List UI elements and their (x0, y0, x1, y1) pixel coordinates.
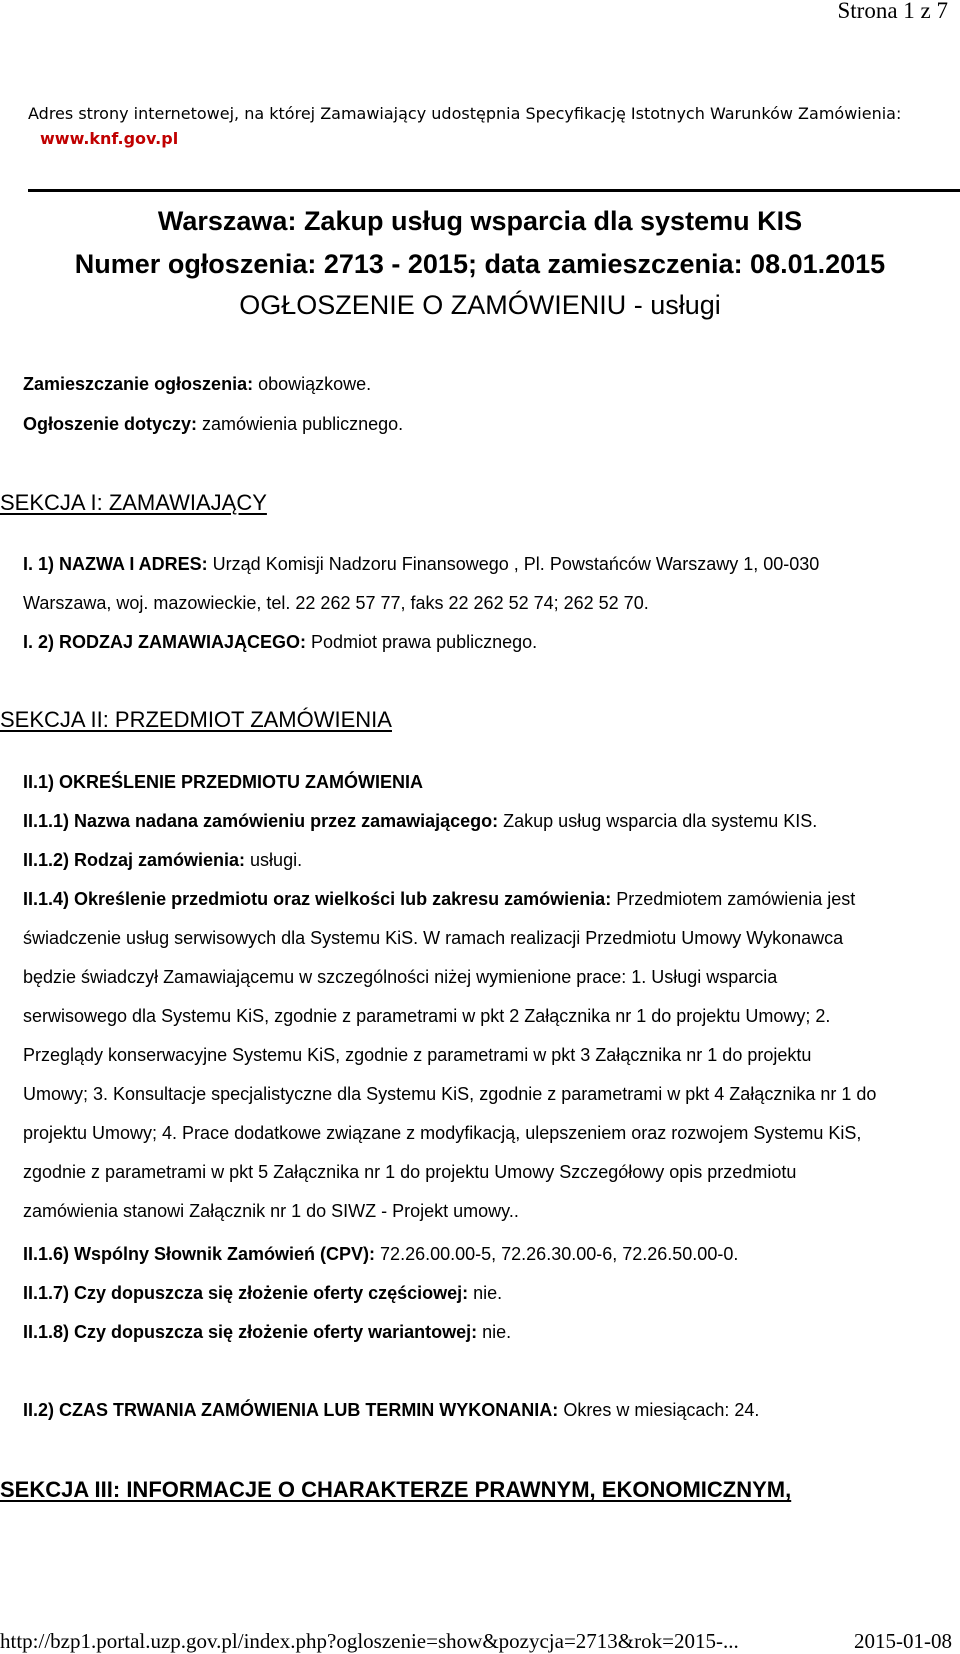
duration-value: Okres w miesiącach: 24. (558, 1400, 760, 1420)
section-3-heading: SEKCJA III: INFORMACJE O CHARAKTERZE PRAWNYM, EKONOMICZNYM, (0, 1477, 792, 1502)
order-kind-label: II.1.2) Rodzaj zamówienia: (23, 850, 246, 870)
horizontal-rule (28, 189, 960, 192)
order-scope-line: serwisowego dla Systemu KiS, zgodnie z parametrami w pkt 2 Załącznika nr 1 do projektu Umowy; 2. (23, 1006, 831, 1026)
order-scope-line: projektu Umowy; 4. Prace dodatkowe związane z modyfikacją, ulepszeniem oraz rozwojem Systemu KiS, (23, 1123, 862, 1143)
notice-number-date: Numer ogłoszenia: 2713 - 2015; data zamieszczenia: 08.01.2015 (74, 249, 886, 279)
order-scope-label: II.1.4) Określenie przedmiotu oraz wielkości lub zakresu zamówienia: (23, 889, 612, 909)
authority-type-value: Podmiot prawa publicznego. (306, 632, 538, 652)
authority-name-value: Urząd Komisji Nadzoru Finansowego , Pl. Powstańców Warszawy 1, 00-030 (207, 554, 820, 574)
posting-label: Zamieszczanie ogłoszenia: (23, 374, 254, 394)
section-2-heading: SEKCJA II: PRZEDMIOT ZAMÓWIENIA (0, 707, 392, 732)
partial-offer-line (23, 1283, 502, 1304)
cpv-label: II.1.6) Wspólny Słownik Zamówień (CPV): (23, 1244, 376, 1264)
section-1-heading: SEKCJA I: ZAMAWIAJĄCY (0, 490, 267, 515)
notice-type: OGŁOSZENIE O ZAMÓWIENIU - usługi (239, 290, 721, 320)
order-name-line (23, 811, 817, 832)
cpv-line (23, 1244, 738, 1265)
cpv-value: 72.26.00.00-5, 72.26.30.00-6, 72.26.50.00-0. (375, 1244, 739, 1264)
order-scope-paragraph (23, 880, 960, 1231)
order-scope-line: Przeglądy konserwacyjne Systemu KiS, zgodnie z parametrami w pkt 3 Załącznika nr 1 do projektu (23, 1045, 812, 1065)
order-scope-line: II.1.4) Określenie przedmiotu oraz wielkości lub zakresu zamówienia: Przedmiotem zamówienia jest (23, 889, 856, 909)
duration-line (23, 1400, 759, 1421)
concerns-value: zamówienia publicznego. (197, 414, 404, 434)
order-name-value: Zakup usług wsparcia dla systemu KIS. (498, 811, 818, 831)
page-number: Strona 1 z 7 (837, 0, 948, 23)
order-scope-line: będzie świadczył Zamawiającemu w szczególności niżej wymienione prace: 1. Usługi wsparcia (23, 967, 778, 987)
authority-name-label: I. 1) NAZWA I ADRES: (23, 554, 208, 574)
posting-line (23, 374, 371, 395)
concerns-line (23, 414, 403, 435)
order-scope-line: Umowy; 3. Konsultacje specjalistyczne dla Systemu KiS, zgodnie z parametrami w pkt 4 Załącznika nr 1 do (23, 1084, 877, 1104)
footer-source-url: http://bzp1.portal.uzp.gov.pl/index.php?ogloszenie=show&pozycja=2713&rok=2015-... (0, 1629, 739, 1653)
partial-offer-value: nie. (468, 1283, 503, 1303)
contracting-authority-name-line (23, 554, 819, 575)
order-kind-value: usługi. (245, 850, 303, 870)
authority-type-label: I. 2) RODZAJ ZAMAWIAJĄCEGO: (23, 632, 307, 652)
partial-offer-label: II.1.7) Czy dopuszcza się złożenie oferty częściowej: (23, 1283, 469, 1303)
order-scope-line: świadczenie usług serwisowych dla Systemu KiS. W ramach realizacji Przedmiotu Umowy Wykonawca (23, 928, 844, 948)
duration-label: II.2) CZAS TRWANIA ZAMÓWIENIA LUB TERMIN WYKONANIA: (23, 1400, 559, 1420)
site-intro-text: Adres strony internetowej, na której Zamawiający udostępnia Specyfikację Istotnych Warunków Zamówienia: (28, 104, 902, 123)
subject-definition-heading: II.1) OKREŚLENIE PRZEDMIOTU ZAMÓWIENIA (23, 772, 424, 792)
order-kind-line (23, 850, 302, 871)
authority-address-line: Warszawa, woj. mazowieckie, tel. 22 262 57 77, faks 22 262 52 74; 262 52 70. (23, 593, 649, 613)
variant-offer-label: II.1.8) Czy dopuszcza się złożenie oferty wariantowej: (23, 1322, 478, 1342)
authority-type-line (23, 632, 537, 653)
order-name-label: II.1.1) Nazwa nadana zamówieniu przez zamawiającego: (23, 811, 499, 831)
order-scope-line: zamówienia stanowi Załącznik nr 1 do SIWZ - Projekt umowy.. (23, 1201, 519, 1221)
variant-offer-line (23, 1322, 511, 1343)
footer-print-date: 2015-01-08 (854, 1629, 952, 1653)
order-scope-line: zgodnie z parametrami w pkt 5 Załącznika nr 1 do projektu Umowy Szczegółowy opis przedmiotu (23, 1162, 797, 1182)
variant-offer-value: nie. (477, 1322, 512, 1342)
concerns-label: Ogłoszenie dotyczy: (23, 414, 198, 434)
posting-value: obowiązkowe. (253, 374, 372, 394)
notice-title: Warszawa: Zakup usług wsparcia dla systemu KIS (157, 206, 803, 236)
site-url-link[interactable]: www.knf.gov.pl (40, 129, 179, 148)
